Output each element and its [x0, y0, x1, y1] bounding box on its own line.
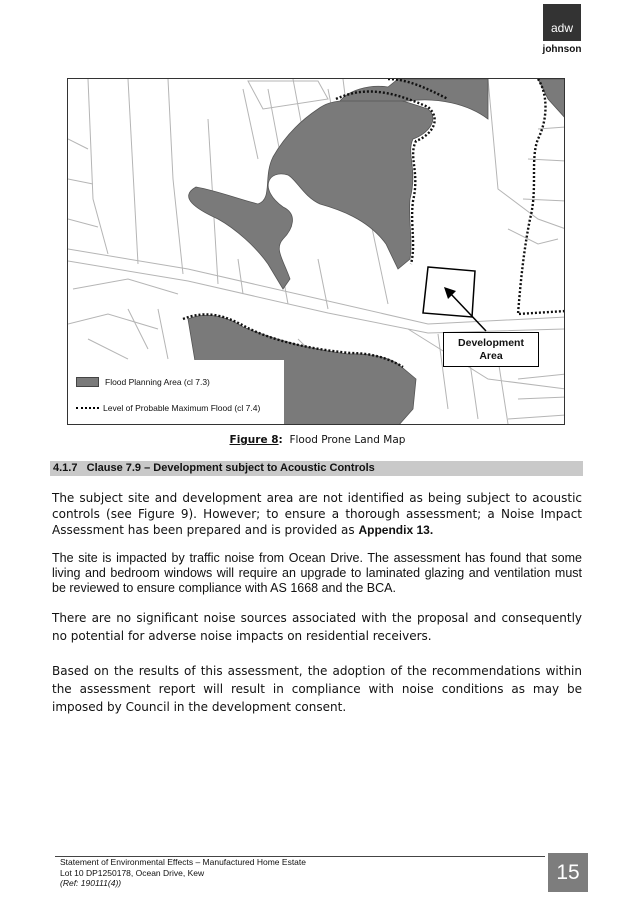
legend-label: Flood Planning Area (cl 7.3) [105, 377, 210, 387]
pmf-line-swatch [76, 407, 99, 409]
arrow-line [450, 293, 486, 331]
paragraph-assessment-results: Based on the results of this assessment, the adoption of the recommendations within the assessment report will result in compliance with noise conditions as may be imposed by Council in the development consent. [52, 664, 582, 714]
paragraph-acoustic-controls [52, 490, 582, 538]
paragraph-text: The subject site and development area are not identified as being subject to acoustic controls (see Figure 9). However; to ensure a thorough assessment; a Noise Impact Assessment has been prepared and is provided as [52, 491, 582, 537]
company-logo [543, 4, 581, 58]
footer-title: Statement of Environmental Effects – Manufactured Home Estate [60, 857, 306, 867]
dev-label-line2: Area [479, 350, 503, 362]
legend-item-flood-planning [76, 377, 210, 387]
logo-mark [543, 4, 581, 41]
figure-caption [0, 434, 635, 446]
paragraph-traffic-noise: The site is impacted by traffic noise from Ocean Drive. The assessment has found that some living and bedroom windows will require an upgrade to laminated glazing and ventilation must be reviewed to ensure compliance with AS 1668 and the BCA. [52, 551, 582, 595]
legend-label: Level of Probable Maximum Flood (cl 7.4) [103, 403, 261, 413]
map-legend [68, 360, 284, 425]
figure-number: Figure 8 [229, 434, 279, 446]
footer-lot: Lot 10 DP1250178, Ocean Drive, Kew [60, 867, 205, 878]
development-area-label [443, 332, 539, 367]
appendix-reference: Appendix 13. [358, 523, 434, 537]
document-footer [60, 857, 306, 889]
logo-name: johnson [542, 44, 582, 55]
flood-area-swatch [76, 377, 99, 387]
caption-separator: : [278, 434, 283, 446]
legend-item-pmf [76, 403, 260, 413]
logo-mark-text: adw [550, 21, 573, 35]
footer-reference: (Ref: 190111(4)) [60, 878, 122, 888]
section-heading: 4.1.7 Clause 7.9 – Development subject to Acoustic Controls [50, 461, 583, 476]
dev-label-line1: Development [458, 337, 524, 349]
paragraph-noise-sources: There are no significant noise sources associated with the proposal and consequently no potential for adverse noise impacts on residential receivers. [52, 611, 582, 643]
flood-prone-land-map [67, 78, 565, 425]
figure-title: Flood Prone Land Map [289, 434, 406, 446]
page-number: 15 [548, 853, 588, 892]
